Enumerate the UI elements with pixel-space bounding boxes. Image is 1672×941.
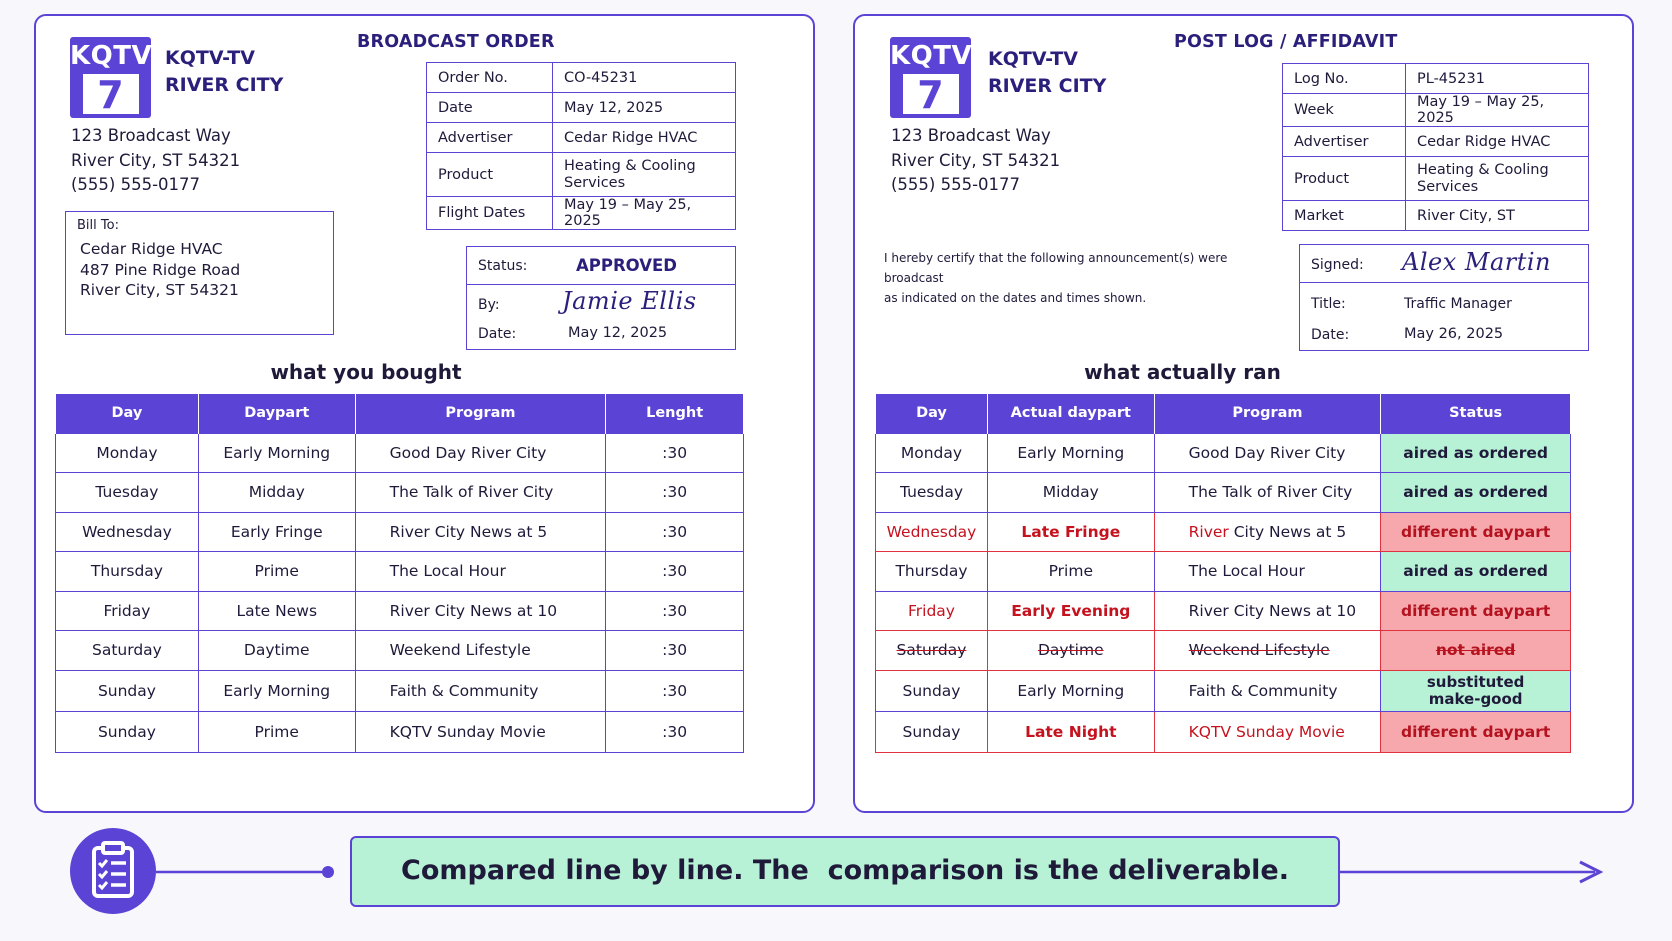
summary-message: Compared line by line. The comparison is the deliverable.	[401, 855, 1289, 886]
log-title: POST LOG / AFFIDAVIT	[1174, 32, 1398, 52]
table-cell: Thursday	[876, 552, 988, 592]
station-name: KQTV-TV	[988, 48, 1078, 70]
table-cell: PL-45231	[1406, 64, 1589, 94]
table-cell: Early Morning	[198, 433, 355, 473]
table-cell: Heating & Cooling Services	[1406, 157, 1589, 201]
table-cell: Sunday	[876, 711, 988, 752]
table-cell: Flight Dates	[427, 197, 553, 230]
table-cell: Daytime	[987, 631, 1154, 671]
table-row	[56, 433, 744, 473]
section-title-bought: what you bought	[270, 360, 462, 384]
table-cell: Friday	[56, 591, 199, 631]
table-row	[876, 711, 1571, 752]
bill-to-label: Bill To:	[77, 218, 119, 233]
table-row	[876, 512, 1571, 552]
table-cell: Sunday	[876, 670, 988, 711]
table-row	[876, 670, 1571, 711]
order-info-table	[426, 62, 736, 230]
table-cell: Advertiser	[1283, 127, 1406, 157]
station-city: RIVER CITY	[988, 75, 1107, 97]
table-cell: Product	[427, 153, 553, 197]
table-cell: Market	[1283, 201, 1406, 231]
status-badge: different daypart	[1381, 711, 1571, 752]
table-row	[56, 631, 744, 671]
connector-dot-icon	[322, 866, 334, 878]
table-cell: Cedar Ridge HVAC	[1406, 127, 1589, 157]
table-cell: Saturday	[56, 631, 199, 671]
summary-banner	[350, 836, 1340, 907]
column-header: Program	[1154, 394, 1381, 434]
status-badge: different daypart	[1381, 591, 1571, 631]
table-row	[56, 473, 744, 513]
station-name: KQTV-TV	[165, 47, 255, 69]
status-badge: not aired	[1381, 631, 1571, 671]
table-cell: Early Evening	[987, 591, 1154, 631]
table-cell: Midday	[198, 473, 355, 513]
station-logo: KQTV 7	[890, 37, 971, 118]
table-cell: Log No.	[1283, 64, 1406, 94]
station-address: 123 Broadcast Way River City, ST 54321 (555) 555-0177	[71, 126, 241, 194]
certification-text: I hereby certify that the following announcement(s) were broadcast as indicated on the dates and times shown.	[884, 251, 1228, 305]
column-header: Actual daypart	[987, 394, 1154, 434]
table-cell: Tuesday	[56, 473, 199, 513]
table-cell: :30	[606, 670, 744, 711]
table-cell: Tuesday	[876, 473, 988, 513]
table-cell: :30	[606, 512, 744, 552]
table-cell: Early Morning	[987, 670, 1154, 711]
table-cell: KQTV Sunday Movie	[1154, 711, 1381, 752]
column-header: Status	[1381, 394, 1571, 434]
column-header: Program	[355, 394, 606, 434]
table-cell: Late News	[198, 591, 355, 631]
table-cell: Prime	[987, 552, 1154, 592]
table-cell: Order No.	[427, 63, 553, 93]
table-cell: :30	[606, 552, 744, 592]
status-badge: different daypart	[1381, 512, 1571, 552]
table-cell: :30	[606, 711, 744, 752]
station-city: RIVER CITY	[165, 74, 284, 96]
table-cell: Prime	[198, 711, 355, 752]
table-cell: River City News at 10	[1154, 591, 1381, 631]
table-cell: :30	[606, 631, 744, 671]
station-name-block	[165, 45, 283, 99]
table-cell: Week	[1283, 94, 1406, 127]
table-row	[56, 512, 744, 552]
table-cell: Heating & Cooling Services	[553, 153, 736, 197]
table-cell: :30	[606, 591, 744, 631]
table-cell: The Local Hour	[355, 552, 606, 592]
table-cell: CO-45231	[553, 63, 736, 93]
table-row	[56, 552, 744, 592]
table-cell: The Talk of River City	[1154, 473, 1381, 513]
table-cell: Sunday	[56, 670, 199, 711]
table-cell: The Talk of River City	[355, 473, 606, 513]
status-badge: aired as ordered	[1381, 473, 1571, 513]
aired-spots-table	[875, 393, 1571, 753]
ordered-spots-table	[55, 393, 744, 753]
table-row	[56, 670, 744, 711]
table-cell: Early Fringe	[198, 512, 355, 552]
table-cell: May 19 – May 25, 2025	[1406, 94, 1589, 127]
table-row	[876, 433, 1571, 473]
approval-box: Status: APPROVED By: Jamie Ellis Date: May 12, 2025	[466, 246, 736, 350]
bill-to-box	[65, 211, 334, 335]
table-cell: Good Day River City	[1154, 433, 1381, 473]
table-cell: The Local Hour	[1154, 552, 1381, 592]
table-cell: Wednesday	[56, 512, 199, 552]
station-address: 123 Broadcast Way River City, ST 54321 (555) 555-0177	[891, 126, 1061, 194]
table-cell: Friday	[876, 591, 988, 631]
table-cell: Product	[1283, 157, 1406, 201]
table-cell: Date	[427, 93, 553, 123]
table-cell: Wednesday	[876, 512, 988, 552]
table-cell: Sunday	[56, 711, 199, 752]
table-cell: May 12, 2025	[553, 93, 736, 123]
table-row	[876, 552, 1571, 592]
table-cell: Late Fringe	[987, 512, 1154, 552]
table-row	[876, 473, 1571, 513]
approver-signature: Jamie Ellis	[562, 287, 697, 315]
table-cell: Faith & Community	[355, 670, 606, 711]
column-header: Daypart	[198, 394, 355, 434]
approval-status: APPROVED	[576, 256, 677, 275]
section-title-ran: what actually ran	[1084, 360, 1281, 384]
table-cell: Early Morning	[198, 670, 355, 711]
table-row	[56, 591, 744, 631]
table-cell: Cedar Ridge HVAC	[553, 123, 736, 153]
table-cell: Prime	[198, 552, 355, 592]
table-cell: River City News at 5	[1154, 512, 1381, 552]
table-row	[876, 591, 1571, 631]
table-cell: KQTV Sunday Movie	[355, 711, 606, 752]
table-cell: Monday	[56, 433, 199, 473]
status-badge: substituted make-good	[1381, 670, 1571, 711]
table-cell: Daytime	[198, 631, 355, 671]
column-header: Day	[56, 394, 199, 434]
table-cell: Weekend Lifestyle	[1154, 631, 1381, 671]
station-logo: KQTV 7	[70, 37, 151, 118]
log-info-table	[1282, 63, 1589, 231]
table-cell: :30	[606, 433, 744, 473]
table-row	[56, 711, 744, 752]
table-cell: Faith & Community	[1154, 670, 1381, 711]
status-badge: aired as ordered	[1381, 552, 1571, 592]
signoff-box: Signed: Alex Martin Title: Traffic Manager Date: May 26, 2025	[1299, 244, 1589, 351]
order-title: BROADCAST ORDER	[357, 32, 555, 52]
table-cell: Late Night	[987, 711, 1154, 752]
clipboard-checklist-icon	[70, 828, 156, 914]
table-cell: Early Morning	[987, 433, 1154, 473]
table-cell: River City, ST	[1406, 201, 1589, 231]
table-cell: May 19 – May 25, 2025	[553, 197, 736, 230]
table-cell: River City News at 5	[355, 512, 606, 552]
station-name-block	[988, 46, 1106, 100]
broadcast-order-panel	[34, 14, 815, 813]
table-cell: :30	[606, 473, 744, 513]
table-cell: Midday	[987, 473, 1154, 513]
table-cell: Monday	[876, 433, 988, 473]
bill-to-address: Cedar Ridge HVAC 487 Pine Ridge Road River City, ST 54321	[80, 240, 241, 299]
table-cell: Weekend Lifestyle	[355, 631, 606, 671]
table-cell: Advertiser	[427, 123, 553, 153]
table-cell: Thursday	[56, 552, 199, 592]
status-badge: aired as ordered	[1381, 433, 1571, 473]
column-header: Lenght	[606, 394, 744, 434]
column-header: Day	[876, 394, 988, 434]
table-row	[876, 631, 1571, 671]
traffic-manager-signature: Alex Martin	[1402, 248, 1552, 276]
post-log-panel	[853, 14, 1634, 813]
table-cell: River City News at 10	[355, 591, 606, 631]
table-cell: Saturday	[876, 631, 988, 671]
table-cell: Good Day River City	[355, 433, 606, 473]
